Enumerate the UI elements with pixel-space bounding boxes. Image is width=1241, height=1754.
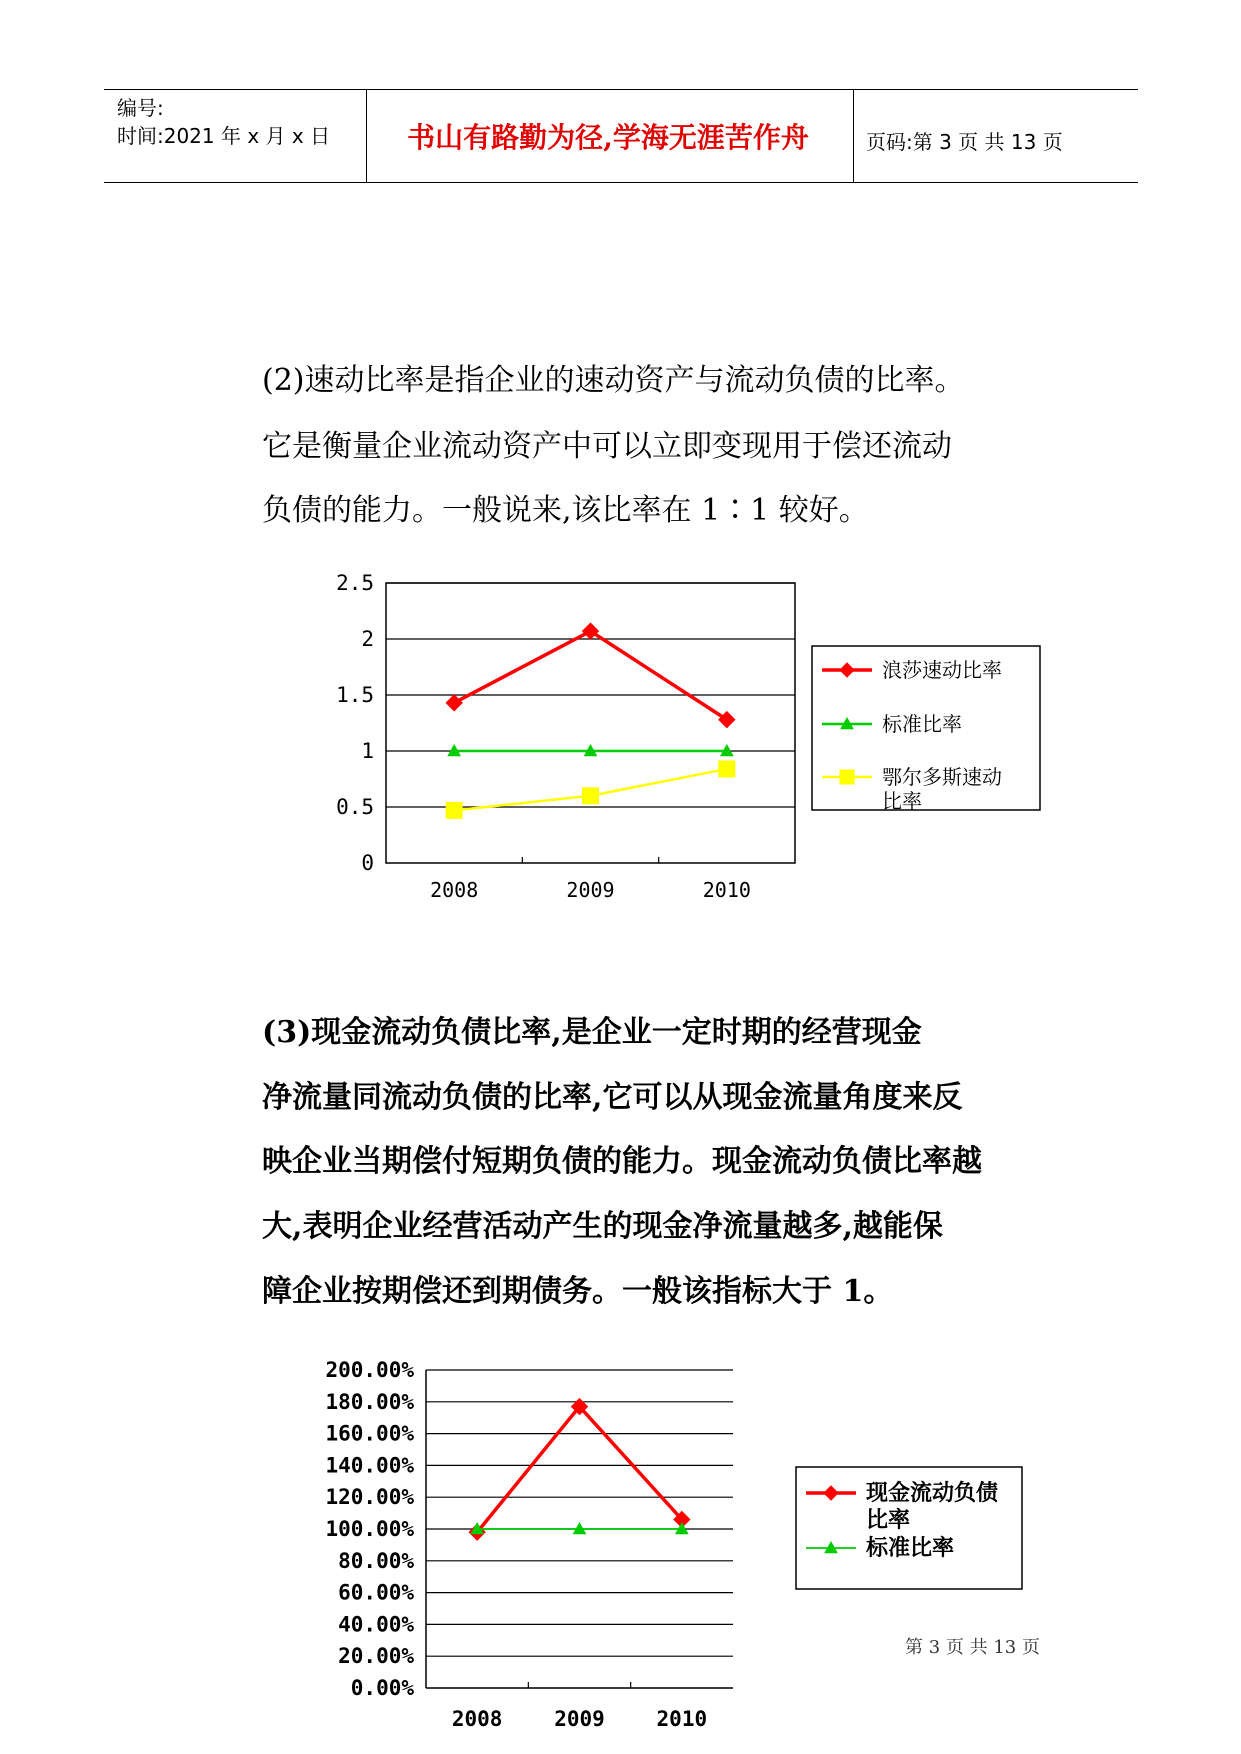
header-bottom-rule	[104, 182, 1138, 183]
y-tick-label: 140.00%	[325, 1453, 414, 1478]
x-tick-label: 2009	[566, 878, 615, 902]
x-tick-label: 2009	[554, 1707, 605, 1731]
serial-label: 编号:	[117, 96, 164, 120]
y-tick-label: 1.5	[336, 683, 374, 707]
y-tick-label: 1	[361, 739, 374, 763]
y-tick-label: 120.00%	[325, 1485, 414, 1510]
y-tick-label: 0.00%	[350, 1676, 414, 1700]
y-tick-label: 80.00%	[338, 1548, 414, 1573]
y-tick-label: 20.00%	[338, 1644, 414, 1669]
x-tick-label: 2010	[656, 1707, 708, 1731]
y-tick-label: 0	[361, 851, 374, 875]
section3-line-4: 大,表明企业经营活动产生的现金净流量越多,越能保	[262, 1209, 943, 1244]
legend-entry: 标准比率	[866, 1536, 955, 1561]
section2-line-2: 它是衡量企业流动资产中可以立即变现用于偿还流动	[262, 429, 952, 464]
x-tick-label: 2008	[451, 1707, 503, 1731]
header-top-rule	[104, 89, 1138, 90]
y-tick-label: 2.5	[336, 571, 374, 595]
time-label: 时间:2021 年 x 月 x 日	[117, 124, 331, 148]
series-line	[477, 1407, 682, 1533]
x-tick-label: 2010	[702, 878, 751, 902]
legend-entry: 浪莎速动比率	[882, 658, 1002, 682]
section3-line-3: 映企业当期偿付短期负债的能力。现金流动负债比率越	[262, 1144, 982, 1179]
data-point	[719, 761, 735, 777]
data-point	[583, 788, 599, 804]
y-tick-label: 0.5	[336, 795, 374, 819]
y-tick-label: 60.00%	[338, 1580, 414, 1605]
cash-ratio-chart	[0, 1334, 1241, 1754]
legend-entry: 标准比率	[882, 712, 962, 736]
section2-line-1: (2)速动比率是指企业的速动资产与流动负债的比率。	[262, 363, 965, 398]
y-tick-label: 180.00%	[325, 1389, 414, 1414]
y-tick-label: 200.00%	[325, 1358, 414, 1382]
section2-line-3: 负债的能力。一般说来,该比率在 1∶1 较好。	[262, 493, 869, 528]
legend-swatch-marker	[840, 770, 854, 784]
section3-line-2: 净流量同流动负债的比率,它可以从现金流量角度来反	[262, 1080, 963, 1115]
y-tick-label: 40.00%	[338, 1612, 414, 1637]
legend-entry: 鄂尔多斯速动比率	[882, 765, 1002, 813]
section3-line-1: (3)现金流动负债比率,是企业一定时期的经营现金	[262, 1015, 922, 1050]
header-motto: 书山有路勤为径,学海无涯苦作舟	[407, 121, 809, 154]
legend-entry: 现金流动负债比率	[866, 1481, 999, 1533]
section3-line-5: 障企业按期偿还到期债务。一般该指标大于 1。	[262, 1274, 894, 1309]
page-number-label: 页码:第 3 页 共 13 页	[866, 130, 1063, 154]
header-divider-left	[366, 89, 367, 183]
header-divider-right	[853, 89, 854, 183]
y-tick-label: 160.00%	[325, 1421, 414, 1446]
quick-ratio-chart	[0, 565, 1241, 925]
y-tick-label: 100.00%	[325, 1517, 414, 1541]
y-tick-label: 2	[361, 627, 374, 651]
data-point	[446, 802, 462, 818]
series-line	[454, 631, 727, 719]
data-point	[446, 695, 462, 711]
x-tick-label: 2008	[430, 878, 479, 902]
page-footer: 第 3 页 共 13 页	[905, 1637, 1040, 1658]
